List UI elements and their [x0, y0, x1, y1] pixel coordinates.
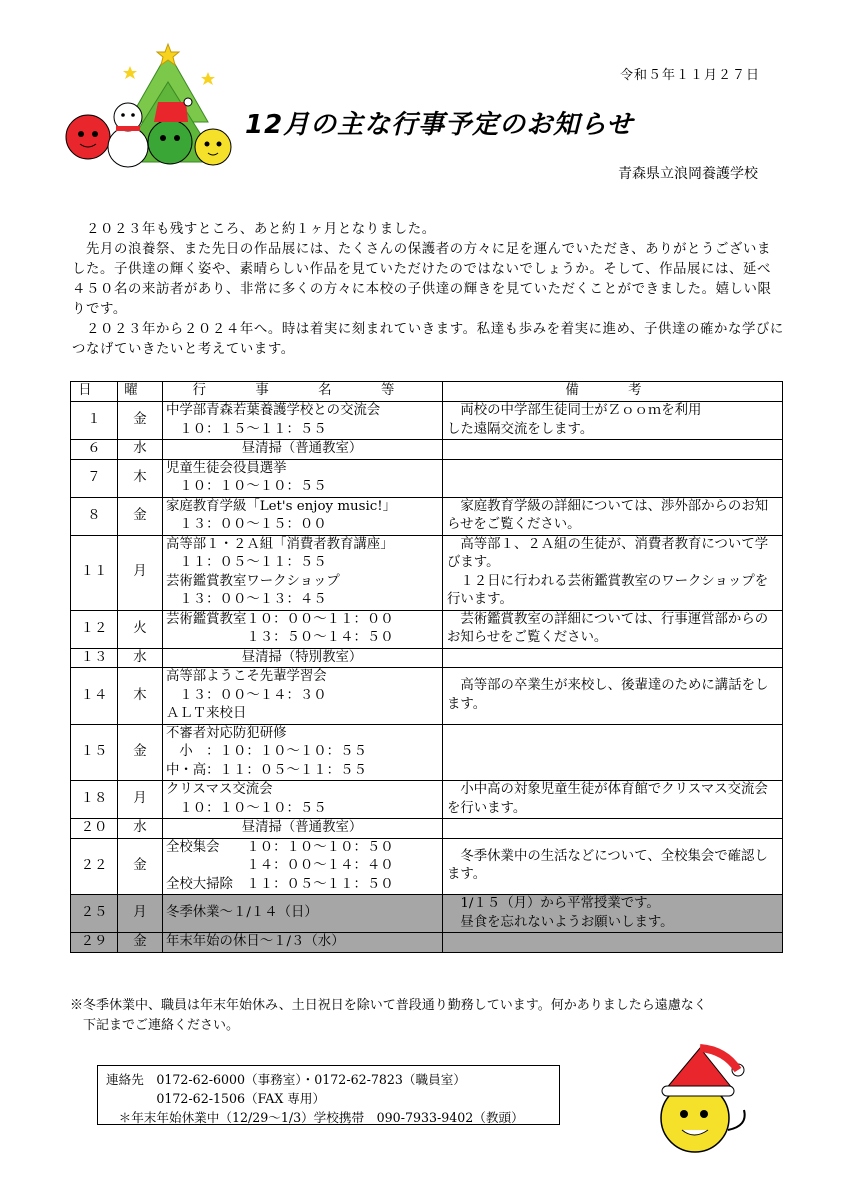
- day-cell: ７: [71, 459, 118, 497]
- contact-line: 0172-62-1506（FAX 専用）: [106, 1091, 326, 1106]
- weekday-cell: 金: [118, 724, 163, 781]
- weekday-cell: 水: [118, 648, 163, 668]
- weekday-cell: 水: [118, 819, 163, 839]
- day-cell: ２５: [71, 895, 118, 933]
- intro-paragraph: ２０２３年から２０２４年へ。時は着実に刻まれていきます。私達も歩みを着実に進め、子供達の確かな学びにつなげていきたいと考えています。: [72, 322, 784, 357]
- event-cell: 昼清掃（特別教室）: [163, 648, 443, 668]
- table-row: [71, 497, 783, 535]
- table-row: [71, 535, 783, 610]
- table-row: [71, 440, 783, 460]
- note-cell: 小中高の対象児童生徒が体育館でクリスマス交流会を行います。: [443, 781, 783, 819]
- table-row: [71, 819, 783, 839]
- event-cell: 全校集会 １０：１０～１０：５０ １４：００～１４：４０ 全校大掃除 １１：０５～１１：５０: [163, 838, 443, 895]
- santa-mascot-illustration: [640, 1040, 760, 1160]
- day-cell: １１: [71, 535, 118, 610]
- note-cell: [443, 933, 783, 953]
- day-cell: ８: [71, 497, 118, 535]
- header-note: 備 考: [443, 382, 783, 402]
- day-cell: １４: [71, 668, 118, 725]
- day-cell: １８: [71, 781, 118, 819]
- note-cell: 高等部１、２Ａ組の生徒が、消費者教育について学びます。 １２日に行われる芸術鑑賞教室のワークショップを行います。: [443, 535, 783, 610]
- day-cell: ２０: [71, 819, 118, 839]
- weekday-cell: 月: [118, 895, 163, 933]
- event-cell: 昼清掃（普通教室）: [163, 440, 443, 460]
- header-event: 行 事 名 等: [163, 382, 443, 402]
- event-cell: クリスマス交流会 １０：１０～１０：５５: [163, 781, 443, 819]
- day-cell: ６: [71, 440, 118, 460]
- events-table-body: [71, 402, 783, 953]
- footnote-line: 下記までご連絡ください。: [70, 1018, 240, 1033]
- table-row: [71, 668, 783, 725]
- event-cell: 高等部１・２Ａ組「消費者教育講座」 １１：０５～１１：５５ 芸術鑑賞教室ワークショップ １３：００～１３：４５: [163, 535, 443, 610]
- day-cell: １５: [71, 724, 118, 781]
- table-header-row: [71, 382, 783, 402]
- note-cell: [443, 440, 783, 460]
- weekday-cell: 月: [118, 535, 163, 610]
- note-cell: [443, 648, 783, 668]
- school-name: 青森県立浪岡養護学校: [618, 166, 758, 182]
- table-row: [71, 648, 783, 668]
- footnote: [70, 996, 790, 1036]
- weekday-cell: 金: [118, 838, 163, 895]
- weekday-cell: 月: [118, 781, 163, 819]
- day-cell: １: [71, 402, 118, 440]
- table-row: [71, 838, 783, 895]
- table-row: [71, 459, 783, 497]
- event-cell: 年末年始の休日～１/３（水）: [163, 933, 443, 953]
- intro-paragraph: ２０２３年も残すところ、あと約１ヶ月となりました。: [72, 222, 436, 237]
- table-row: [71, 933, 783, 953]
- note-cell: 1/１５（月）から平常授業です。 昼食を忘れないようお願いします。: [443, 895, 783, 933]
- document-date: 令和５年１１月２７日: [620, 68, 761, 83]
- day-cell: ２９: [71, 933, 118, 953]
- note-cell: 家庭教育学級の詳細については、渉外部からのお知らせをご覧ください。: [443, 497, 783, 535]
- weekday-cell: 金: [118, 402, 163, 440]
- weekday-cell: 火: [118, 610, 163, 648]
- intro-text: [72, 220, 784, 360]
- table-row: [71, 610, 783, 648]
- table-row: [71, 724, 783, 781]
- note-cell: [443, 819, 783, 839]
- weekday-cell: 水: [118, 440, 163, 460]
- event-cell: 冬季休業～１/１４（日）: [163, 895, 443, 933]
- header-dow: 曜: [118, 382, 163, 402]
- event-cell: 中学部青森若葉養護学校との交流会 １０：１５～１１：５５: [163, 402, 443, 440]
- note-cell: 芸術鑑賞教室の詳細については、行事運営部からのお知らせをご覧ください。: [443, 610, 783, 648]
- intro-paragraph: 先月の浪養祭、また先日の作品展には、たくさんの保護者の方々に足を運んでいただき、ありがとうございました。子供達の輝く姿や、素晴らしい作品を見ていただけたのではないでしょうか。そして、作品展には、延べ４５０名の来訪者があり、非常に多くの方々に本校の子供達の輝きを見ていただくことができました。嬉しい限りです。: [72, 242, 772, 317]
- footnote-line: ※冬季休業中、職員は年末年始休み、土日祝日を除いて普段通り勤務しています。何かありましたら遠慮なく: [70, 998, 707, 1013]
- day-cell: ２２: [71, 838, 118, 895]
- contact-line: 連絡先 0172-62-6000（事務室）・0172-62-7823（職員室）: [106, 1072, 466, 1087]
- note-cell: 両校の中学部生徒同士がＺｏｏｍを利用 した遠隔交流をします。: [443, 402, 783, 440]
- event-cell: 不審者対応防犯研修 小 ：１０：１０～１０：５５ 中・高：１１：０５～１１：５５: [163, 724, 443, 781]
- christmas-mascots-illustration: [58, 42, 238, 172]
- table-row: [71, 781, 783, 819]
- header-day: 日: [71, 382, 118, 402]
- day-cell: １３: [71, 648, 118, 668]
- contact-box: [97, 1065, 560, 1125]
- weekday-cell: 木: [118, 459, 163, 497]
- event-cell: 高等部ようこそ先輩学習会 １３：００～１４：３０ ＡＬＴ来校日: [163, 668, 443, 725]
- page-title: 12月の主な行事予定のお知らせ: [245, 110, 634, 140]
- table-row: [71, 402, 783, 440]
- event-cell: 昼清掃（普通教室）: [163, 819, 443, 839]
- note-cell: [443, 459, 783, 497]
- weekday-cell: 木: [118, 668, 163, 725]
- note-cell: 冬季休業中の生活などについて、全校集会で確認します。: [443, 838, 783, 895]
- note-cell: [443, 724, 783, 781]
- table-row: [71, 895, 783, 933]
- day-cell: １２: [71, 610, 118, 648]
- event-cell: 家庭教育学級「Let's enjoy music!」 １３：００～１５：００: [163, 497, 443, 535]
- event-cell: 児童生徒会役員選挙 １０：１０～１０：５５: [163, 459, 443, 497]
- events-table: [70, 381, 783, 953]
- weekday-cell: 金: [118, 933, 163, 953]
- contact-line: ＊年末年始休業中（12/29～1/3）学校携帯 090-7933-9402（教頭）: [106, 1110, 524, 1125]
- event-cell: 芸術鑑賞教室１０：００～１１：００ １３：５０～１４：５０: [163, 610, 443, 648]
- note-cell: 高等部の卒業生が来校し、後輩達のために講話をします。: [443, 668, 783, 725]
- weekday-cell: 金: [118, 497, 163, 535]
